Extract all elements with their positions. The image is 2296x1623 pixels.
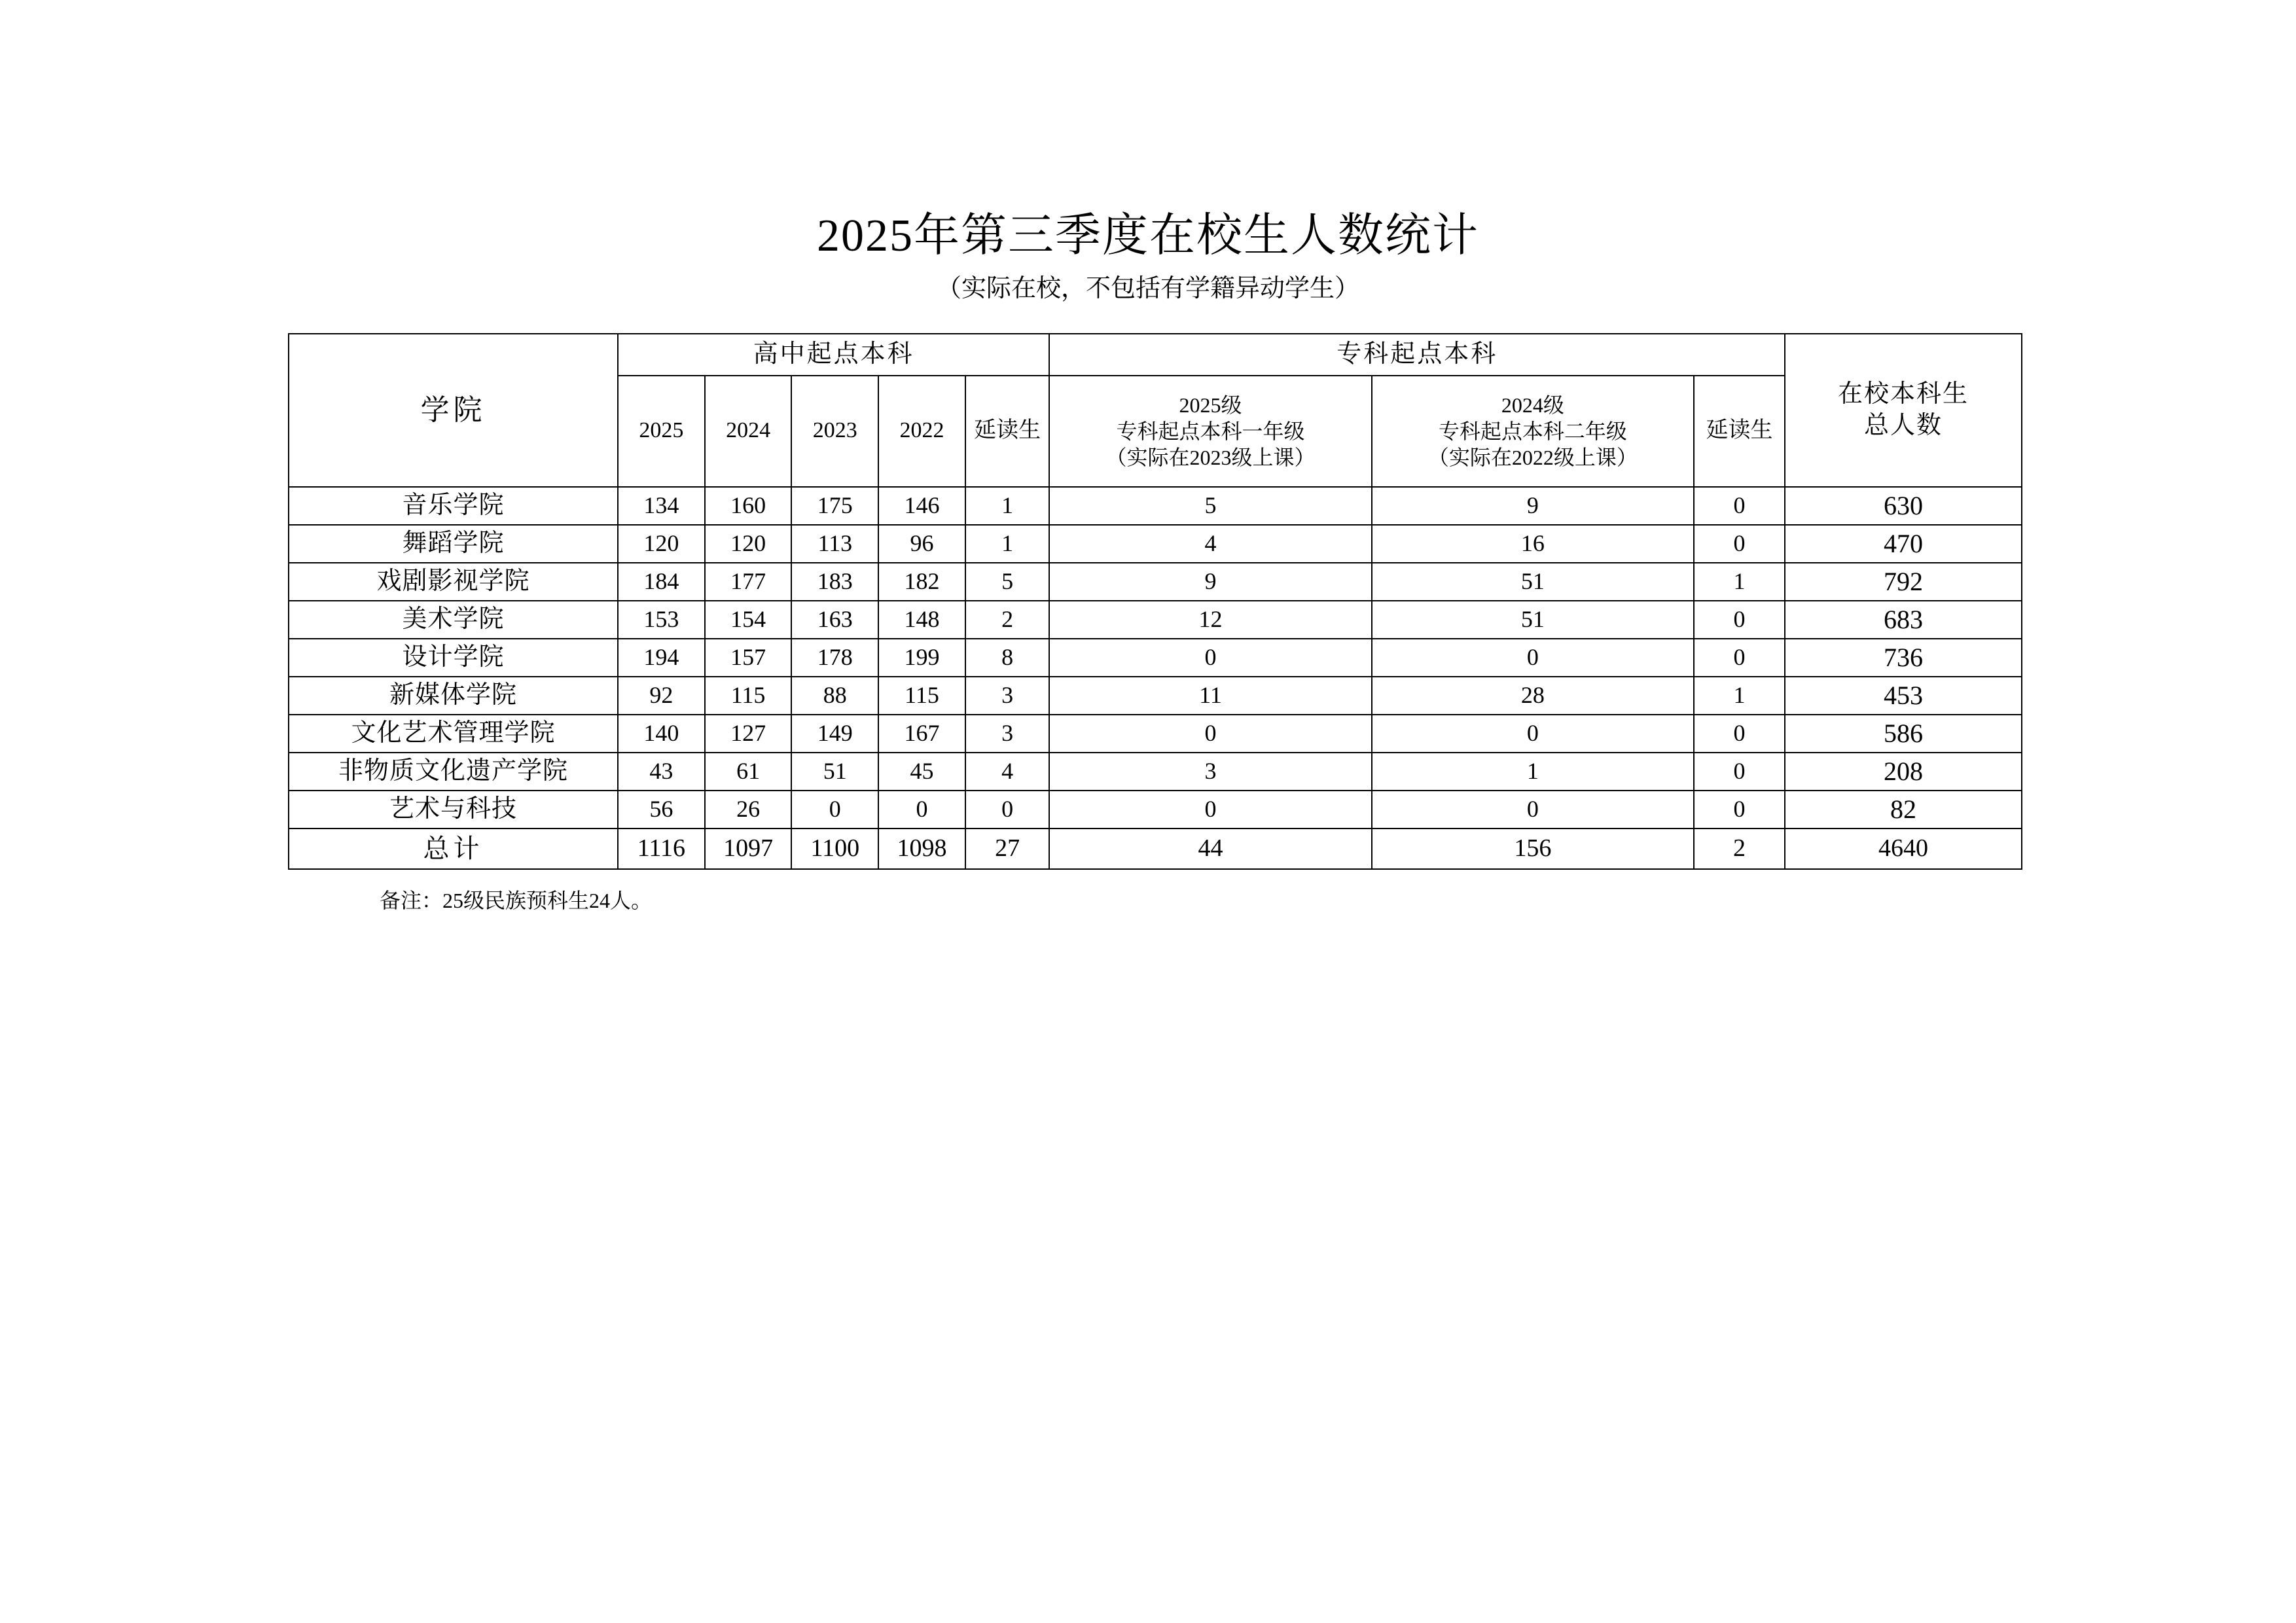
header-college-origin: 专科起点本科 <box>1049 334 1785 376</box>
cell-college: 美术学院 <box>289 601 618 639</box>
cell-y2023: 175 <box>791 487 878 525</box>
header-college: 学院 <box>289 334 618 487</box>
cell-college: 设计学院 <box>289 639 618 677</box>
cell-zk2024: 0 <box>1372 715 1694 753</box>
cell-y2022: 45 <box>878 753 965 791</box>
cell-college: 新媒体学院 <box>289 677 618 715</box>
header-high-school-origin: 高中起点本科 <box>618 334 1049 376</box>
cell-y2022: 182 <box>878 563 965 601</box>
cell-y2025: 184 <box>618 563 705 601</box>
header-zk-2025-line3: （实际在2023级上课） <box>1105 445 1316 469</box>
table-summary-row <box>289 829 2022 869</box>
cell-extend1: 4 <box>965 753 1049 791</box>
footnote-remark: 备注：25级民族预科生24人。 <box>380 888 653 912</box>
cell-zk2024: 16 <box>1372 525 1694 563</box>
cell-y2024: 127 <box>705 715 792 753</box>
cell-y2024: 115 <box>705 677 792 715</box>
header-grand-total <box>1785 334 2022 487</box>
cell-y2025: 134 <box>618 487 705 525</box>
cell-y2023: 163 <box>791 601 878 639</box>
header-zk-2025-line2: 专科起点本科一年级 <box>1116 419 1305 443</box>
cell-extend2: 0 <box>1694 715 1785 753</box>
table-row <box>289 487 2022 525</box>
cell-extend2: 0 <box>1694 753 1785 791</box>
cell-zk2025: 0 <box>1049 791 1371 829</box>
header-grand-total-line1: 在校本科生 <box>1838 380 1969 408</box>
cell-extend2: 0 <box>1694 639 1785 677</box>
cell-total: 470 <box>1785 525 2022 563</box>
cell-zk2024: 0 <box>1372 791 1694 829</box>
cell-total: 586 <box>1785 715 2022 753</box>
cell-zk2025: 5 <box>1049 487 1371 525</box>
cell-y2023: 0 <box>791 791 878 829</box>
enrollment-statistics-table <box>288 333 2022 870</box>
cell-zk2025: 0 <box>1049 639 1371 677</box>
cell-zk2024: 0 <box>1372 639 1694 677</box>
cell-total: 82 <box>1785 791 2022 829</box>
cell-summary-label: 总计 <box>289 829 618 869</box>
header-extended-1: 延读生 <box>965 376 1049 487</box>
cell-y2024: 154 <box>705 601 792 639</box>
cell-y2022: 167 <box>878 715 965 753</box>
table-row <box>289 677 2022 715</box>
cell-college: 非物质文化遗产学院 <box>289 753 618 791</box>
cell-extend2: 0 <box>1694 525 1785 563</box>
cell-y2023: 149 <box>791 715 878 753</box>
cell-zk2025: 4 <box>1049 525 1371 563</box>
header-year-2023: 2023 <box>791 376 878 487</box>
table-row <box>289 753 2022 791</box>
cell-y2022: 115 <box>878 677 965 715</box>
cell-summary-extend1: 27 <box>965 829 1049 869</box>
cell-zk2024: 28 <box>1372 677 1694 715</box>
cell-zk2024: 51 <box>1372 563 1694 601</box>
cell-extend2: 0 <box>1694 601 1785 639</box>
cell-y2023: 183 <box>791 563 878 601</box>
cell-y2025: 120 <box>618 525 705 563</box>
header-year-2025: 2025 <box>618 376 705 487</box>
cell-zk2025: 9 <box>1049 563 1371 601</box>
cell-total: 736 <box>1785 639 2022 677</box>
cell-summary-total: 4640 <box>1785 829 2022 869</box>
cell-extend2: 0 <box>1694 791 1785 829</box>
cell-extend1: 1 <box>965 487 1049 525</box>
cell-zk2025: 0 <box>1049 715 1371 753</box>
cell-total: 792 <box>1785 563 2022 601</box>
cell-y2023: 178 <box>791 639 878 677</box>
table-row <box>289 715 2022 753</box>
cell-summary-zk2024: 156 <box>1372 829 1694 869</box>
cell-y2025: 56 <box>618 791 705 829</box>
cell-zk2025: 12 <box>1049 601 1371 639</box>
cell-y2023: 51 <box>791 753 878 791</box>
header-year-2022: 2022 <box>878 376 965 487</box>
cell-extend1: 0 <box>965 791 1049 829</box>
cell-total: 683 <box>1785 601 2022 639</box>
cell-extend1: 3 <box>965 677 1049 715</box>
cell-total: 453 <box>1785 677 2022 715</box>
cell-summary-y2022: 1098 <box>878 829 965 869</box>
cell-y2022: 146 <box>878 487 965 525</box>
cell-college: 舞蹈学院 <box>289 525 618 563</box>
table-row <box>289 525 2022 563</box>
header-extended-2: 延读生 <box>1694 376 1785 487</box>
cell-zk2024: 1 <box>1372 753 1694 791</box>
header-zk-2024-line1: 2024级 <box>1501 393 1564 417</box>
cell-extend2: 1 <box>1694 563 1785 601</box>
cell-total: 208 <box>1785 753 2022 791</box>
table-header <box>289 334 2022 487</box>
cell-y2023: 88 <box>791 677 878 715</box>
table-body <box>289 487 2022 869</box>
header-zk-2025 <box>1049 376 1371 487</box>
cell-summary-y2024: 1097 <box>705 829 792 869</box>
cell-college: 艺术与科技 <box>289 791 618 829</box>
page-title: 2025年第三季度在校生人数统计 <box>817 211 1479 261</box>
table-row <box>289 601 2022 639</box>
cell-y2025: 43 <box>618 753 705 791</box>
cell-y2025: 153 <box>618 601 705 639</box>
cell-extend1: 5 <box>965 563 1049 601</box>
cell-y2022: 96 <box>878 525 965 563</box>
header-year-2024: 2024 <box>705 376 792 487</box>
cell-summary-y2025: 1116 <box>618 829 705 869</box>
cell-extend1: 8 <box>965 639 1049 677</box>
cell-zk2025: 11 <box>1049 677 1371 715</box>
header-zk-2024 <box>1372 376 1694 487</box>
cell-college: 戏剧影视学院 <box>289 563 618 601</box>
cell-y2024: 120 <box>705 525 792 563</box>
cell-y2024: 160 <box>705 487 792 525</box>
cell-college: 音乐学院 <box>289 487 618 525</box>
cell-extend2: 0 <box>1694 487 1785 525</box>
header-zk-2024-line2: 专科起点本科二年级 <box>1438 419 1627 443</box>
cell-total: 630 <box>1785 487 2022 525</box>
cell-y2022: 148 <box>878 601 965 639</box>
cell-y2025: 194 <box>618 639 705 677</box>
table-container <box>0 333 2296 870</box>
cell-zk2024: 51 <box>1372 601 1694 639</box>
cell-extend1: 1 <box>965 525 1049 563</box>
cell-extend2: 1 <box>1694 677 1785 715</box>
page-subtitle: （实际在校，不包括有学籍异动学生） <box>936 275 1359 302</box>
cell-college: 文化艺术管理学院 <box>289 715 618 753</box>
cell-summary-extend2: 2 <box>1694 829 1785 869</box>
cell-summary-y2023: 1100 <box>791 829 878 869</box>
cell-y2022: 199 <box>878 639 965 677</box>
cell-summary-zk2025: 44 <box>1049 829 1371 869</box>
cell-y2025: 140 <box>618 715 705 753</box>
table-row <box>289 639 2022 677</box>
header-zk-2024-line3: （实际在2022级上课） <box>1427 445 1638 469</box>
cell-zk2025: 3 <box>1049 753 1371 791</box>
table-row <box>289 791 2022 829</box>
cell-y2024: 61 <box>705 753 792 791</box>
cell-y2023: 113 <box>791 525 878 563</box>
cell-extend1: 3 <box>965 715 1049 753</box>
header-zk-2025-line1: 2025级 <box>1179 393 1242 417</box>
header-grand-total-line2: 总人数 <box>1864 411 1943 439</box>
cell-y2024: 157 <box>705 639 792 677</box>
cell-y2025: 92 <box>618 677 705 715</box>
table-row <box>289 563 2022 601</box>
cell-extend1: 2 <box>965 601 1049 639</box>
cell-zk2024: 9 <box>1372 487 1694 525</box>
cell-y2024: 26 <box>705 791 792 829</box>
cell-y2022: 0 <box>878 791 965 829</box>
cell-y2024: 177 <box>705 563 792 601</box>
